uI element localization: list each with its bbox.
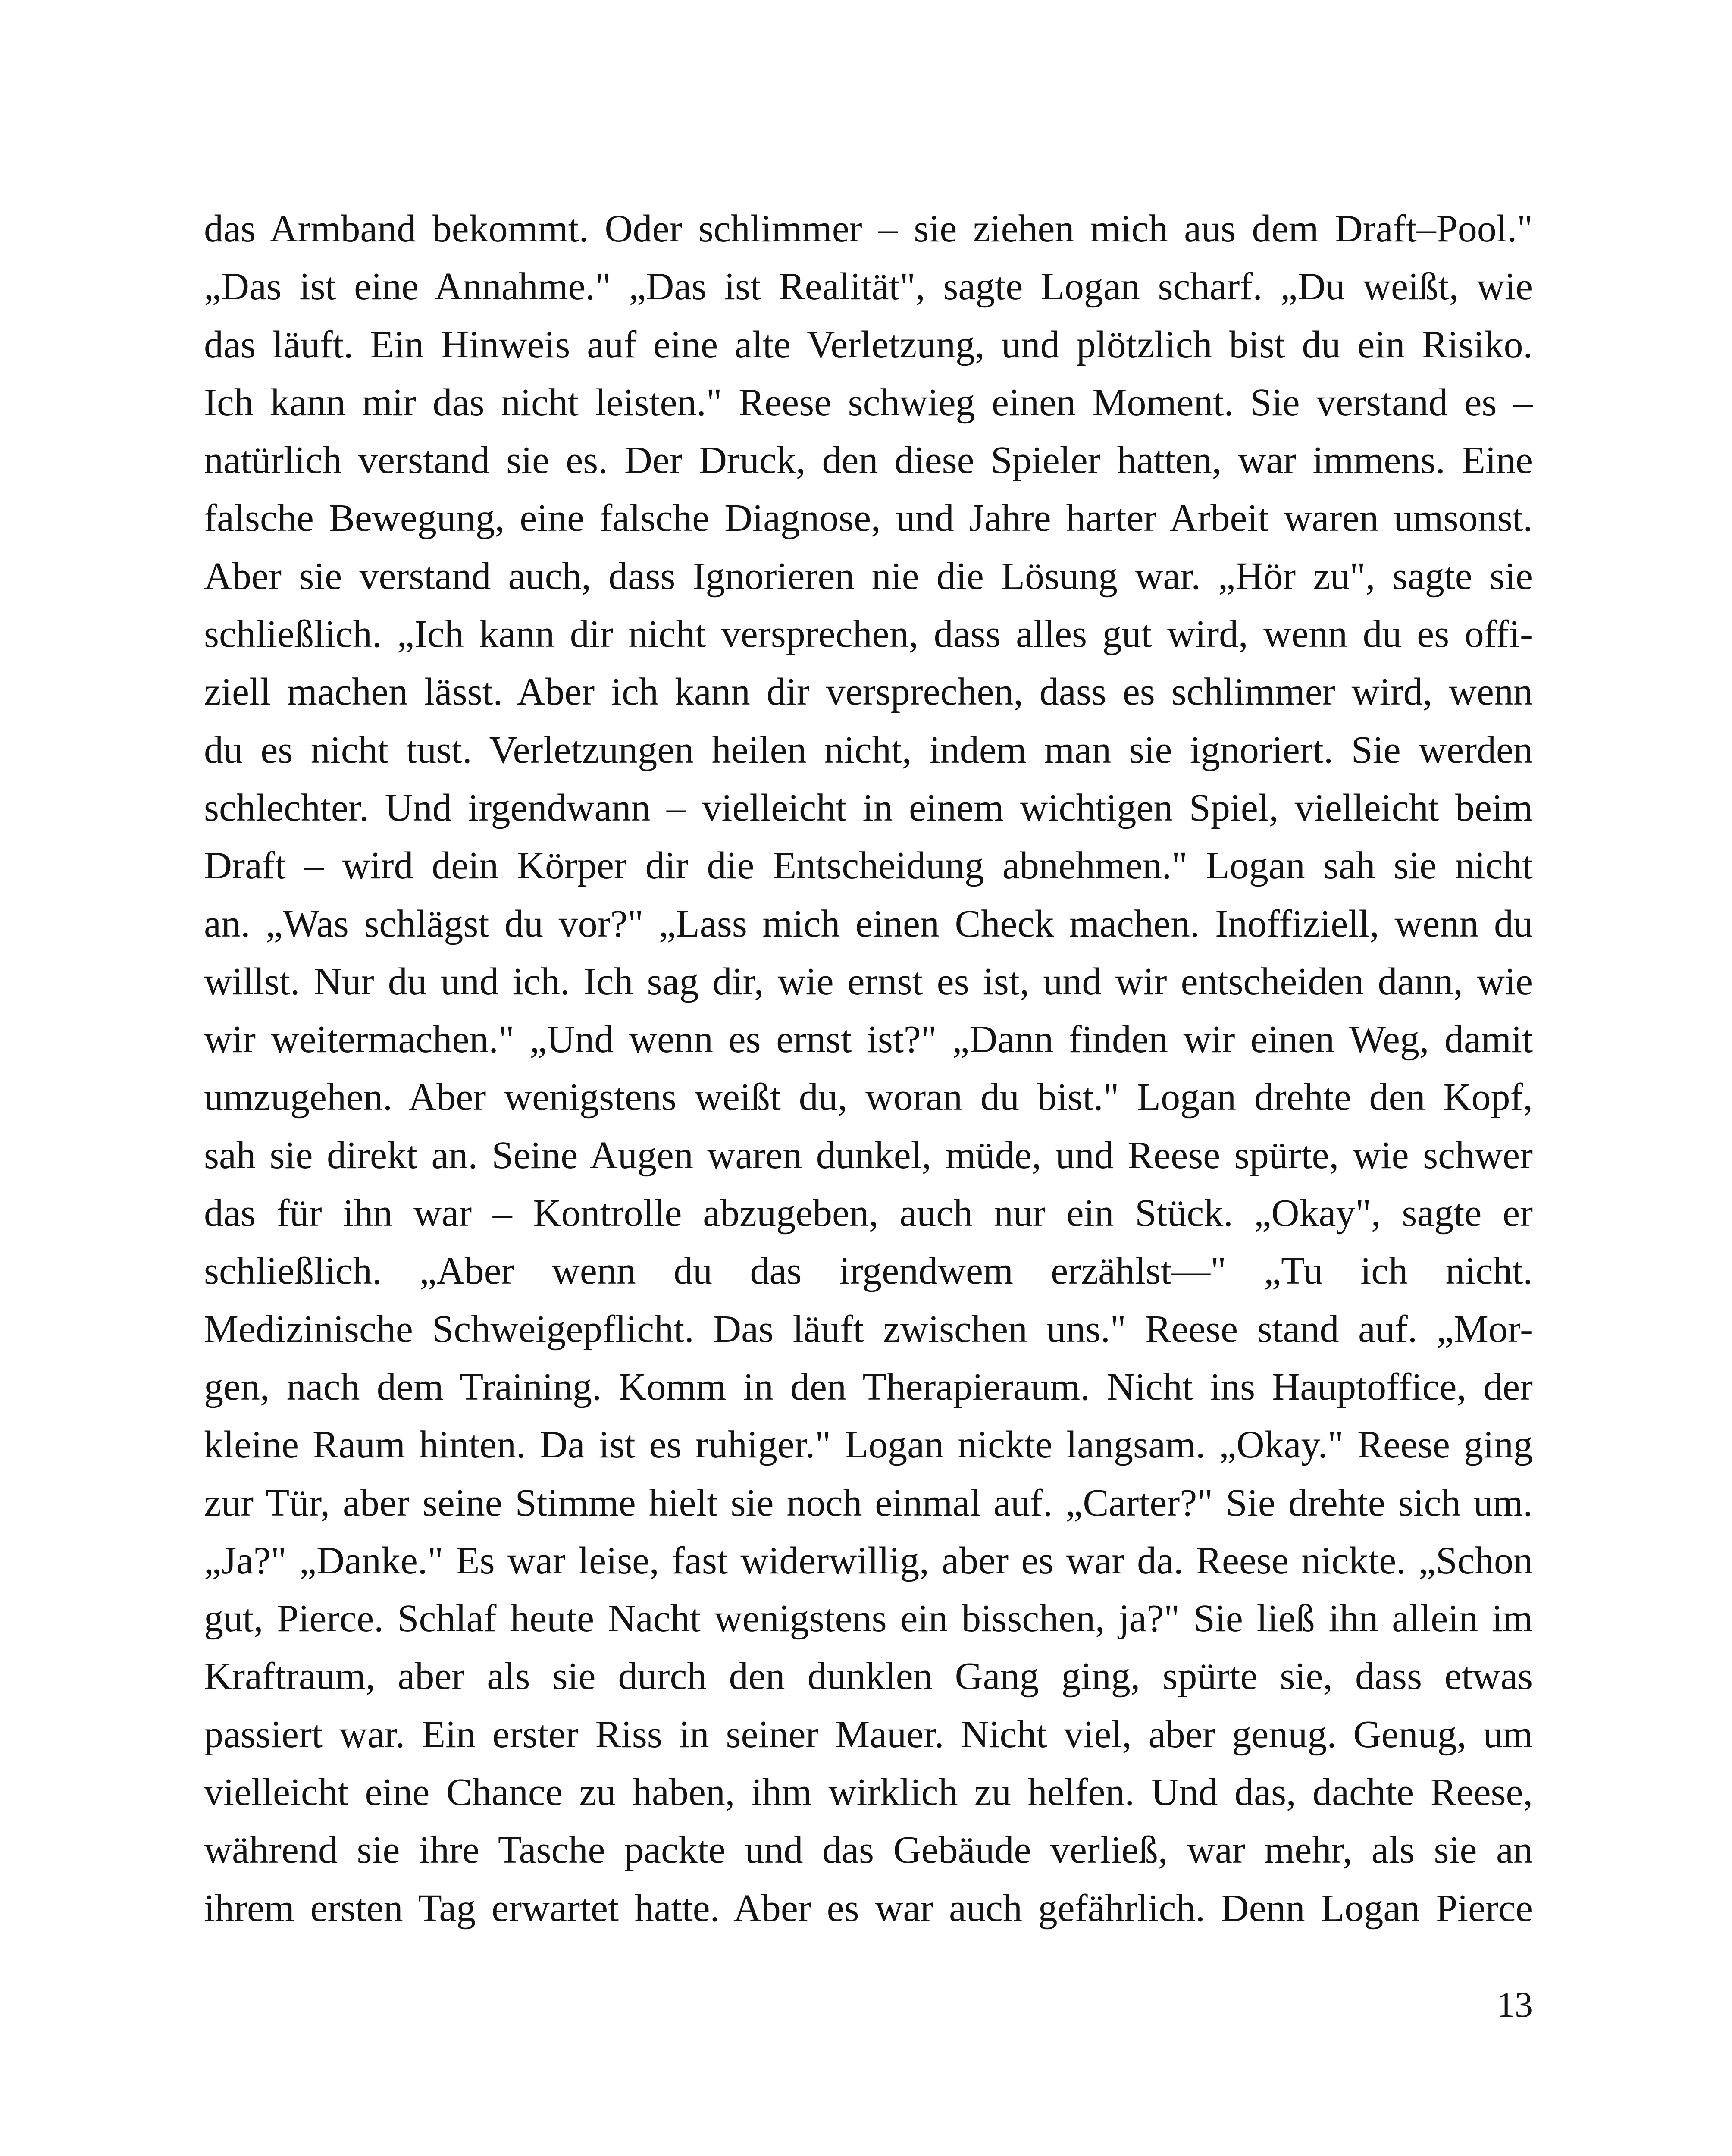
text-line: Aber sie verstand auch, dass Ignorieren nie die Lösung war. „Hör zu", sagte sie bbox=[204, 555, 1533, 598]
text-line: schließlich. „Aber wenn du das irgendwem erzählst—" „Tu ich nicht. bbox=[204, 1250, 1533, 1293]
page-number: 13 bbox=[1497, 1985, 1533, 2025]
text-line: natürlich verstand sie es. Der Druck, den diese Spieler hatten, war immens. Eine bbox=[204, 439, 1533, 482]
text-line: wir weitermachen." „Und wenn es ernst ist?" „Dann finden wir einen Weg, damit bbox=[204, 1018, 1533, 1061]
text-line: vielleicht eine Chance zu haben, ihm wirklich zu helfen. Und das, dachte Reese, bbox=[204, 1771, 1533, 1814]
text-line: gut, Pierce. Schlaf heute Nacht wenigstens ein bisschen, ja?" Sie ließ ihn allein im bbox=[204, 1597, 1533, 1640]
text-line: Medizinische Schweigepflicht. Das läuft zwischen uns." Reese stand auf. „Mor- bbox=[204, 1307, 1533, 1351]
text-line: willst. Nur du und ich. Ich sag dir, wie ernst es ist, und wir entscheiden dann, wie bbox=[204, 960, 1533, 1003]
text-line: du es nicht tust. Verletzungen heilen nicht, indem man sie ignoriert. Sie werden bbox=[204, 728, 1533, 771]
text-line: an. „Was schlägst du vor?" „Lass mich einen Check machen. Inoffiziell, wenn du bbox=[204, 902, 1533, 945]
body-text bbox=[204, 200, 1533, 1937]
text-line: schließlich. „Ich kann dir nicht versprechen, dass alles gut wird, wenn du es offi- bbox=[204, 613, 1533, 656]
text-line: Ich kann mir das nicht leisten." Reese schwieg einen Moment. Sie verstand es – bbox=[204, 381, 1533, 424]
text-line: das läuft. Ein Hinweis auf eine alte Verletzung, und plötzlich bist du ein Risiko. bbox=[204, 323, 1533, 366]
text-line: schlechter. Und irgendwann – vielleicht in einem wichtigen Spiel, vielleicht beim bbox=[204, 786, 1533, 829]
text-line: kleine Raum hinten. Da ist es ruhiger." Logan nickte langsam. „Okay." Reese ging bbox=[204, 1423, 1533, 1467]
text-line: Kraftraum, aber als sie durch den dunklen Gang ging, spürte sie, dass etwas bbox=[204, 1655, 1533, 1698]
text-line: gen, nach dem Training. Komm in den Therapieraum. Nicht ins Hauptoffice, der bbox=[204, 1365, 1533, 1408]
text-line: das für ihn war – Kontrolle abzugeben, auch nur ein Stück. „Okay", sagte er bbox=[204, 1192, 1533, 1235]
text-line: ihrem ersten Tag erwartet hatte. Aber es war auch gefährlich. Denn Logan Pierce bbox=[204, 1887, 1533, 1930]
text-line: falsche Bewegung, eine falsche Diagnose, und Jahre harter Arbeit waren umsonst. bbox=[204, 497, 1533, 540]
text-line: umzugehen. Aber wenigstens weißt du, woran du bist." Logan drehte den Kopf, bbox=[204, 1076, 1533, 1119]
text-line: das Armband bekommt. Oder schlimmer – sie ziehen mich aus dem Draft–Pool." bbox=[204, 207, 1533, 250]
text-line: passiert war. Ein erster Riss in seiner Mauer. Nicht viel, aber genug. Genug, um bbox=[204, 1713, 1533, 1756]
text-line: Draft – wird dein Körper dir die Entscheidung abnehmen." Logan sah sie nicht bbox=[204, 844, 1533, 887]
text-line: zur Tür, aber seine Stimme hielt sie noch einmal auf. „Carter?" Sie drehte sich um. bbox=[204, 1481, 1533, 1524]
text-line: ziell machen lässt. Aber ich kann dir versprechen, dass es schlimmer wird, wenn bbox=[204, 671, 1533, 714]
text-line: während sie ihre Tasche packte und das Gebäude verließ, war mehr, als sie an bbox=[204, 1829, 1533, 1872]
text-line: sah sie direkt an. Seine Augen waren dunkel, müde, und Reese spürte, wie schwer bbox=[204, 1134, 1533, 1177]
text-line: „Das ist eine Annahme." „Das ist Realität", sagte Logan scharf. „Du weißt, wie bbox=[204, 265, 1533, 308]
text-line: „Ja?" „Danke." Es war leise, fast widerwillig, aber es war da. Reese nickte. „Schon bbox=[204, 1539, 1533, 1582]
